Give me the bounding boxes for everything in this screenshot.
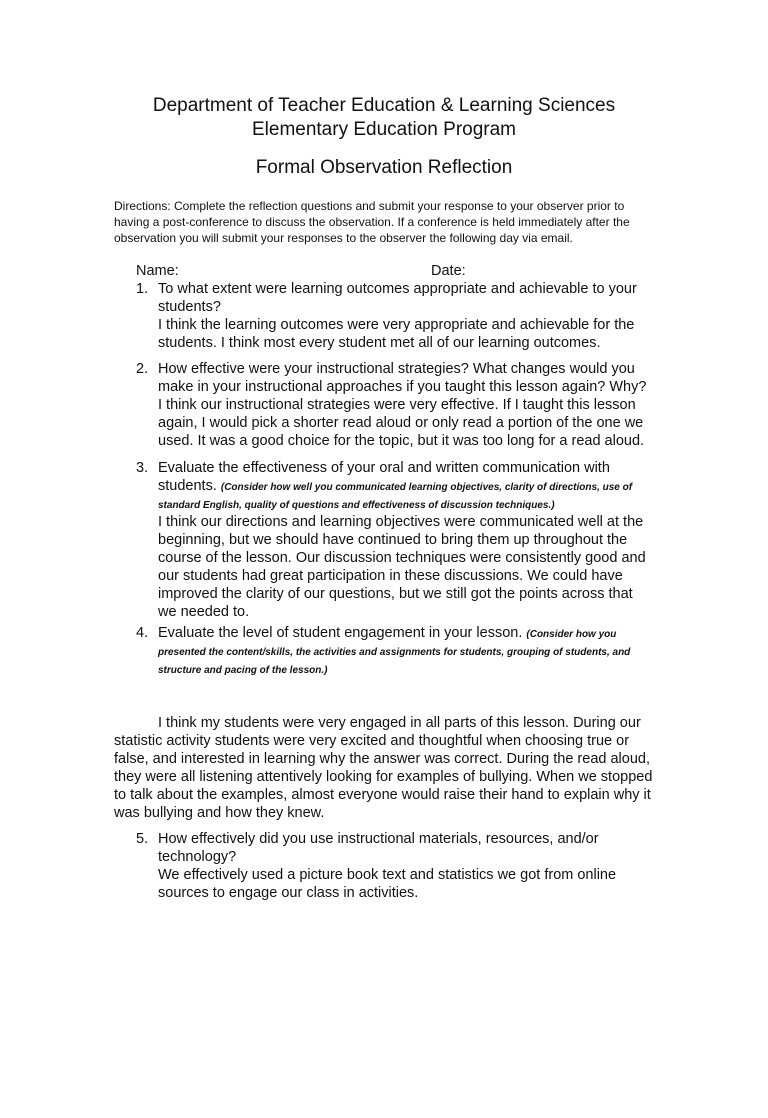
question-number: 4. [136,625,149,641]
department-heading: Department of Teacher Education & Learning Sciences [152,95,616,116]
directions-text: Directions: Complete the reflection questions and submit your response to your observer prior to having a post-conference to discuss the observation. If a conference is held immediately after the observation you will submit your responses to the observer the following day via email. [114,199,630,245]
question-text: Evaluate the level of student engagement in your lesson. [158,625,523,641]
answer-text: I think our directions and learning objectives were communicated well at the beginning, but we should have continued to bring them up throughout the course of the lesson. Our discussion techniques were consistently good and our students had great participation in these discussions. We could have improved the clarity of our questions, but we still got the points across that we needed to. [158,514,646,620]
question-text: To what extent were learning outcomes appropriate and achievable to your students? [158,281,637,315]
question-item [114,830,654,902]
q4-answer-paragraph: I think my students were very engaged in all parts of this lesson. During our statistic activity students were very excited and thoughtful when choosing true or false, and interested in learning why the answer was correct. During the read aloud, they were all listening attentively looking for examples of bullying. When we stopped to talk about the examples, almost everyone would raise their hand to explain why it was bullying and how they knew. [114,715,653,821]
question-text: How effective were your instructional strategies? What changes would you make in your instructional approaches if you taught this lesson again? Why? [158,361,647,395]
question-prompt [158,459,654,513]
question-note: (Consider how well you communicated learning objectives, clarity of directions, use of standard English, quality of questions and effectiveness of discussion techniques.) [158,482,633,511]
document-title: Formal Observation Reflection [255,157,513,178]
question-prompt [158,624,654,678]
question-number: 1. [136,281,149,297]
question-item [114,280,654,352]
question-number: 3. [136,460,149,476]
name-date-row [136,263,654,280]
question-item [114,624,654,678]
answer-text: I think the learning outcomes were very appropriate and achievable for the students. I think most every student met all of our learning outcomes. [158,317,635,351]
document-header [114,94,654,180]
question-note: (Consider how you presented the content/skills, the activities and assignments for students, grouping of students, and structure and pacing of the lesson.) [158,629,631,676]
answer-text: I think our instructional strategies were very effective. If I taught this lesson again, I would pick a shorter read aloud or only read a portion of the one we used. It was a good choice for the topic, but it was too long for a read aloud. [158,397,645,449]
question-item [114,459,654,621]
program-heading: Elementary Education Program [251,119,516,140]
name-label: Name: [136,263,179,279]
date-label: Date: [431,263,466,279]
document-page [0,94,768,1118]
question-text: Evaluate the effectiveness of your oral and written communication with students. [158,460,610,494]
question-number: 2. [136,361,149,377]
answer-text: We effectively used a picture book text and statistics we got from online sources to engage our class in activities. [158,867,617,901]
question-text: How effectively did you use instructional materials, resources, and/or technology? [158,831,599,865]
question-number: 5. [136,831,149,847]
question-item [114,360,654,450]
